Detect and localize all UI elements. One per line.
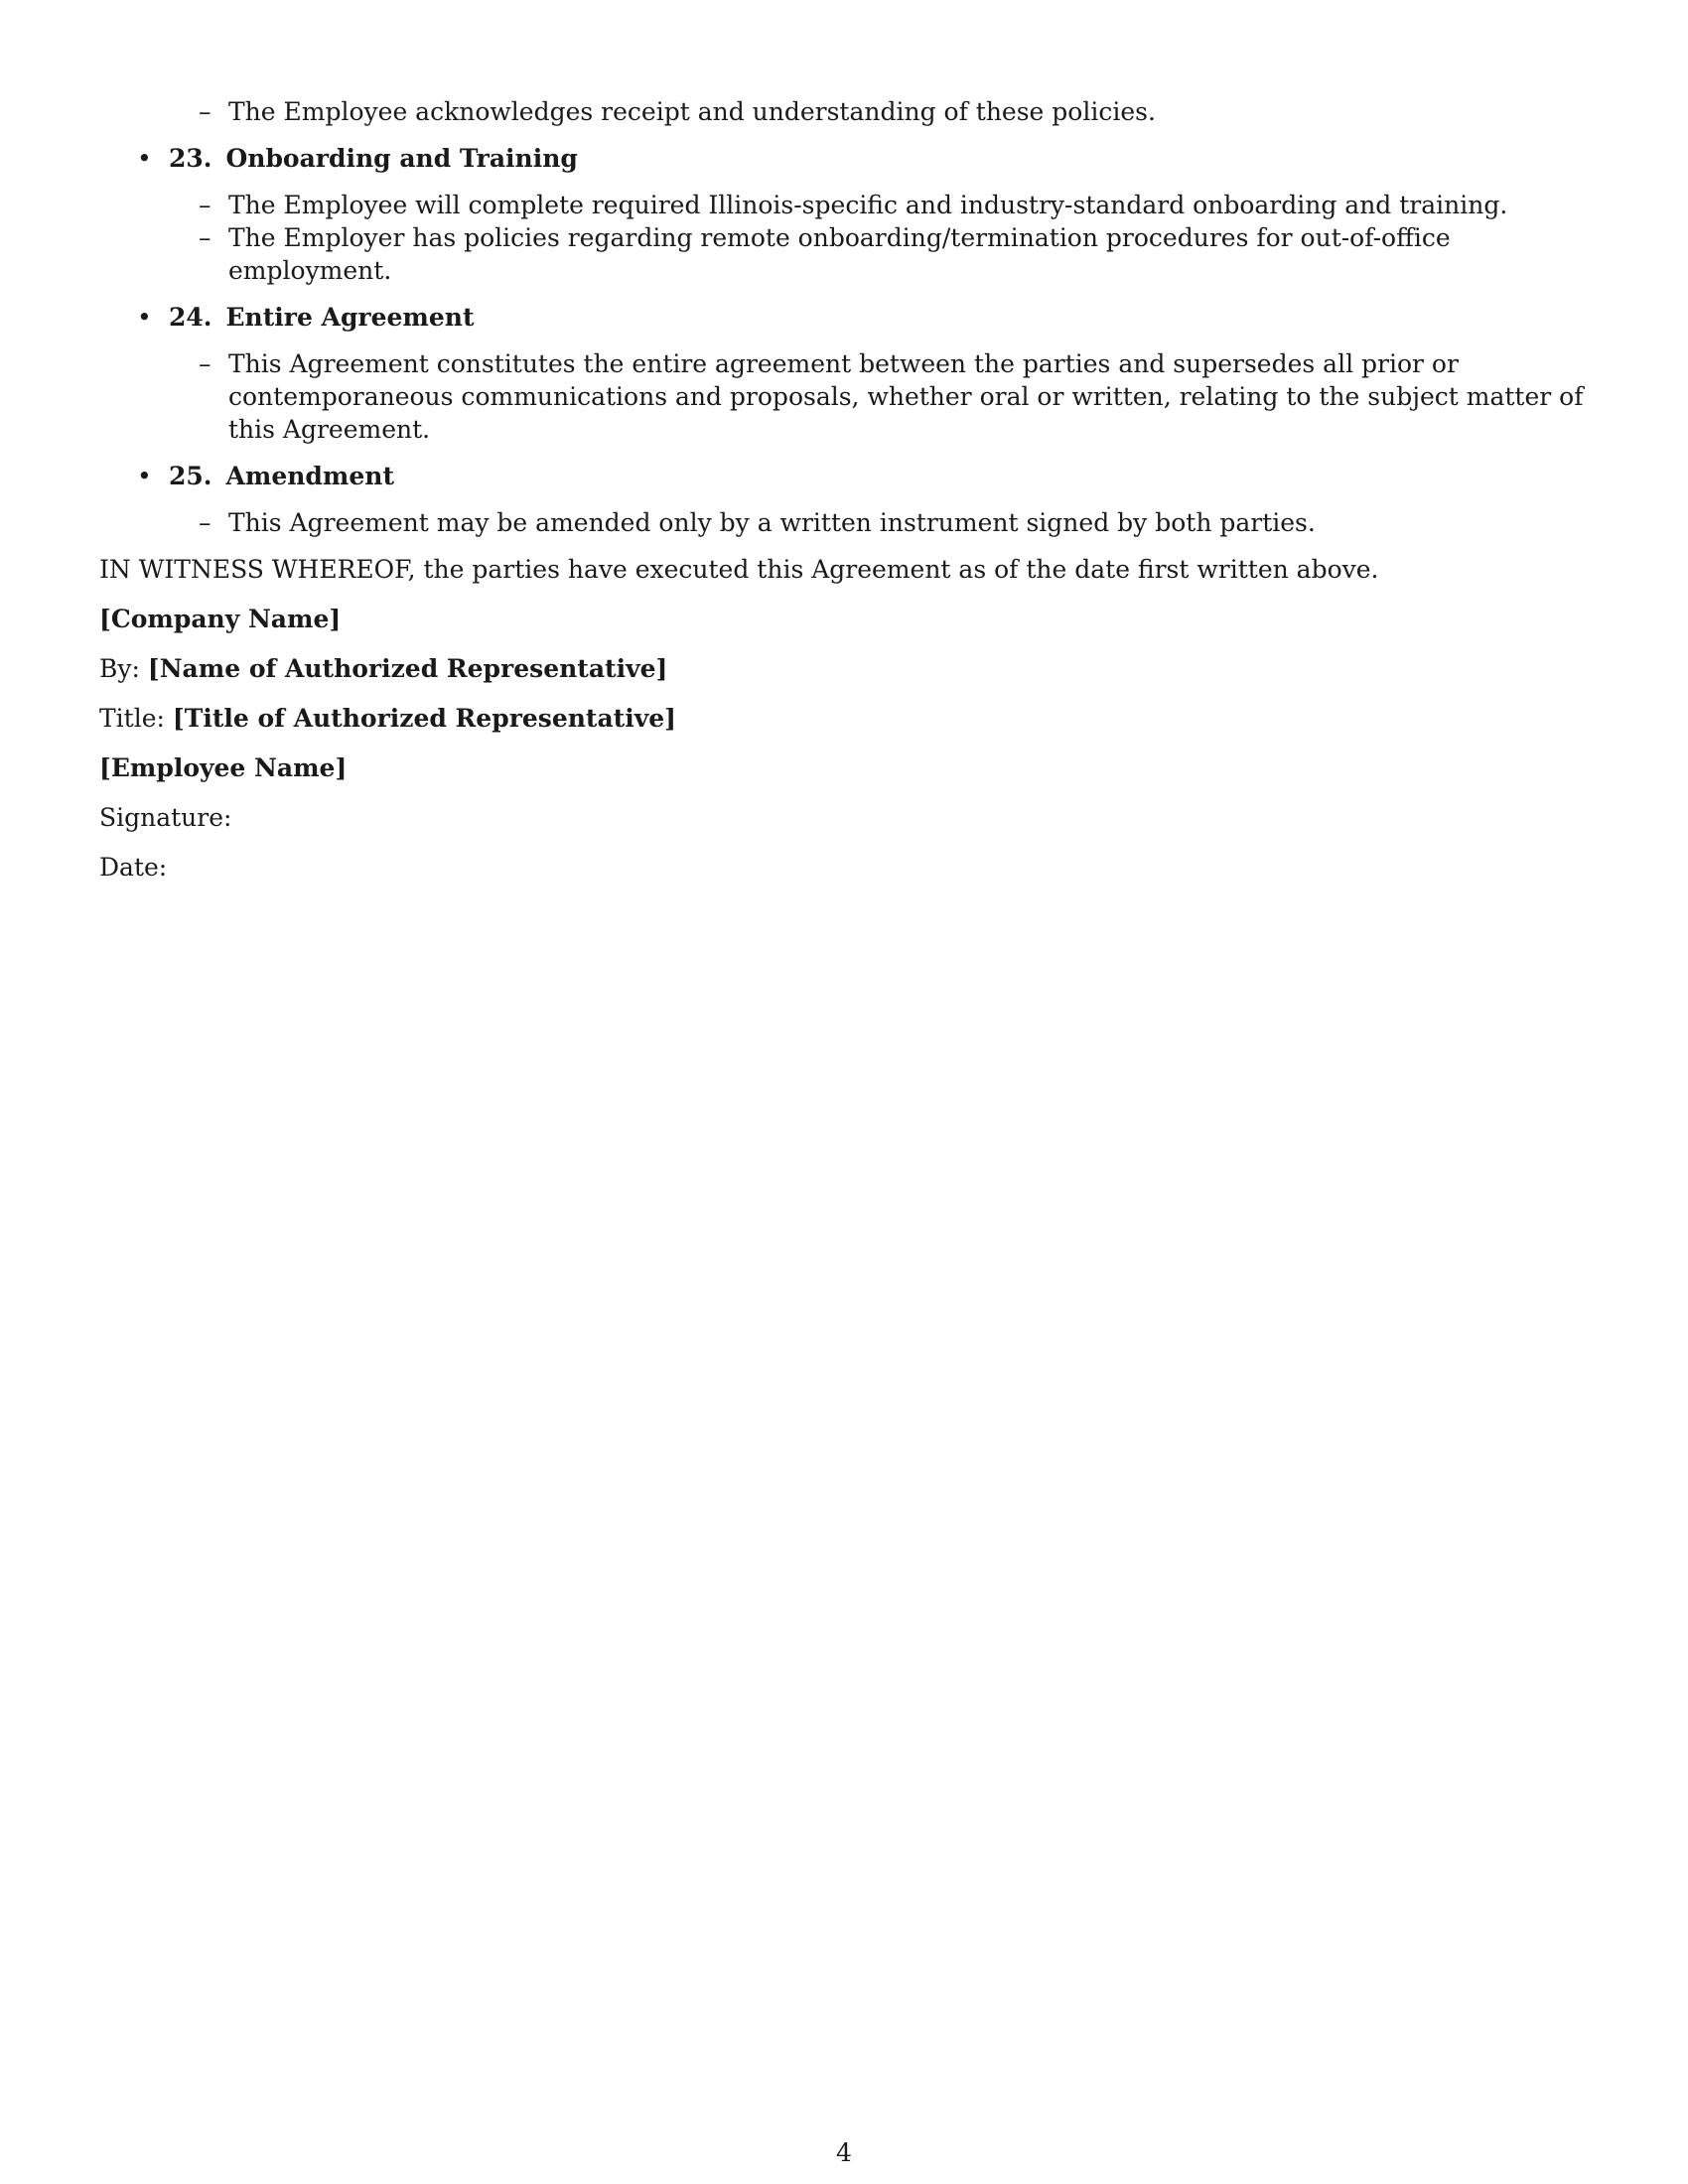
list-item-text: This Agreement may be amended only by a written instrument signed by both parties. xyxy=(228,508,1316,537)
document-page xyxy=(99,95,1589,900)
representative-title: [Title of Authorized Representative] xyxy=(172,704,676,733)
section-heading xyxy=(99,142,1589,175)
bullet-marker: • xyxy=(137,462,152,490)
list-item-text: The Employee acknowledges receipt and understanding of these policies. xyxy=(228,97,1156,126)
section-number: 25. xyxy=(169,462,212,490)
date-label: Date: xyxy=(99,853,168,882)
by-line xyxy=(99,652,1589,685)
section-title: Entire Agreement xyxy=(225,303,475,332)
section-24 xyxy=(99,301,1589,446)
section-heading xyxy=(99,301,1589,334)
section-number: 24. xyxy=(169,303,212,332)
section-23 xyxy=(99,142,1589,287)
dash-marker: – xyxy=(199,97,211,126)
page-number: 4 xyxy=(836,2138,852,2167)
list-item xyxy=(99,189,1589,221)
section-number: 23. xyxy=(169,144,212,173)
list-item xyxy=(99,221,1589,287)
carryover-list xyxy=(99,95,1589,128)
section-heading xyxy=(99,460,1589,492)
representative-name: [Name of Authorized Representative] xyxy=(147,654,668,683)
list-item-text: The Employer has policies regarding remote onboarding/termination procedures for out-of-office employment. xyxy=(228,223,1451,285)
witness-statement: IN WITNESS WHEREOF, the parties have executed this Agreement as of the date first written above. xyxy=(99,555,1379,584)
dash-marker: – xyxy=(199,349,211,378)
dash-marker: – xyxy=(199,508,211,537)
list-item xyxy=(99,506,1589,539)
list-item-text: This Agreement constitutes the entire agreement between the parties and supersedes all prior or contemporaneous communications and proposals, whether oral or written, relating to the subject matter of this Agreement. xyxy=(228,349,1584,444)
title-label: Title: xyxy=(99,704,165,733)
title-line xyxy=(99,702,1589,735)
bullet-marker: • xyxy=(137,303,152,332)
company-name: [Company Name] xyxy=(99,605,342,633)
list-item xyxy=(99,347,1589,446)
section-title: Onboarding and Training xyxy=(225,144,578,173)
list-item xyxy=(99,95,1589,128)
by-label: By: xyxy=(99,654,140,683)
employee-name: [Employee Name] xyxy=(99,753,348,782)
signature-label: Signature: xyxy=(99,803,232,832)
section-title: Amendment xyxy=(225,462,394,490)
section-25 xyxy=(99,460,1589,539)
dash-marker: – xyxy=(199,223,211,252)
bullet-marker: • xyxy=(137,144,152,173)
list-item-text: The Employee will complete required Illinois-specific and industry-standard onboarding and training. xyxy=(228,191,1508,219)
dash-marker: – xyxy=(199,191,211,219)
